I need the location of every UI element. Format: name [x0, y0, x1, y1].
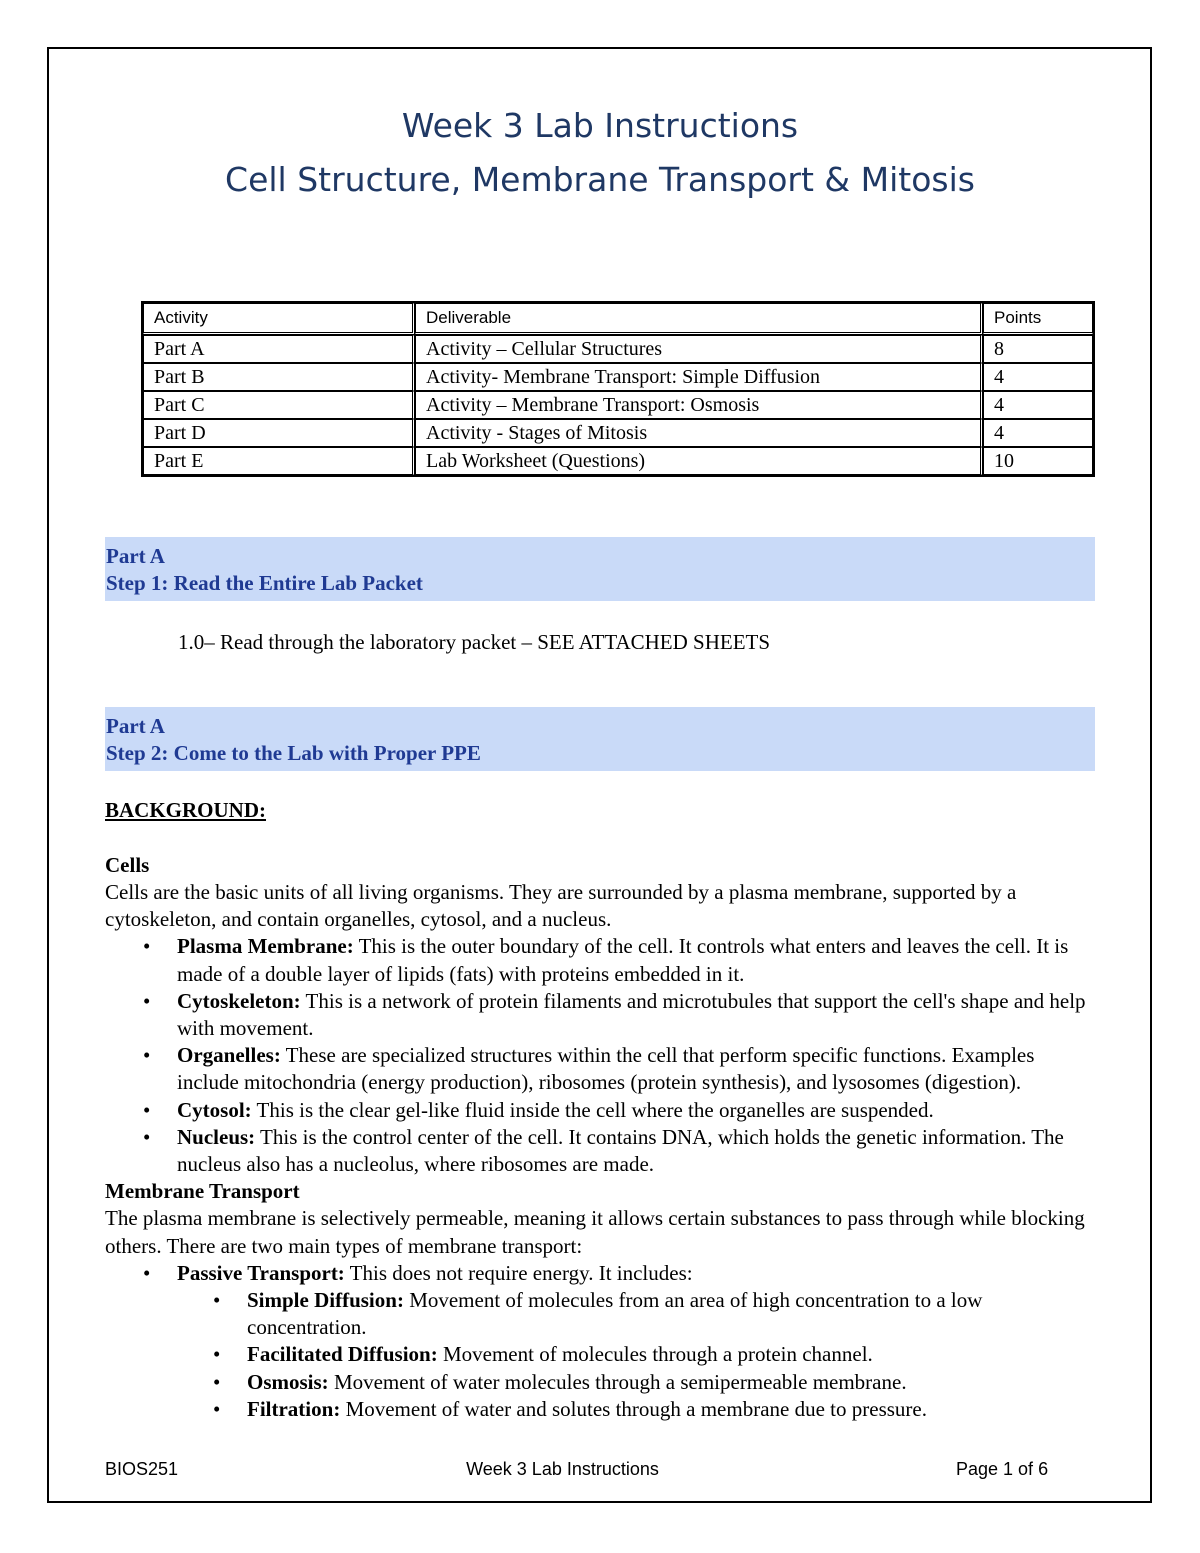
cell-deliverable: Activity- Membrane Transport: Simple Diffusion [415, 363, 983, 391]
section-step-label: Step 1: Read the Entire Lab Packet [106, 571, 423, 595]
list-item [105, 1396, 1100, 1423]
bullet: • [213, 1342, 221, 1367]
definition: These are specialized structures within the cell that perform specific functions. Examples include mitochondria (energy production), ribosomes (protein synthesis), and lysosomes (digestion). [177, 1043, 1035, 1095]
cell-deliverable: Lab Worksheet (Questions) [415, 447, 983, 475]
footer-page-number: Page 1 of 6 [956, 1459, 1049, 1479]
definition: Movement of molecules through a protein channel. [437, 1342, 873, 1367]
background-heading: BACKGROUND: [105, 798, 266, 822]
page-subtitle: Cell Structure, Membrane Transport & Mitosis [225, 160, 975, 199]
term: Filtration: [247, 1396, 341, 1421]
term: Cytoskeleton: [177, 988, 301, 1013]
bullet: • [143, 934, 151, 959]
page-title: Week 3 Lab Instructions [401, 106, 799, 145]
term: Plasma Membrane: [177, 934, 354, 959]
section-part-label: Part A [106, 544, 165, 568]
cells-list [105, 933, 1100, 1178]
table-row [143, 419, 1093, 447]
background-content [105, 879, 1100, 1423]
footer-title: Week 3 Lab Instructions [466, 1459, 659, 1479]
definition: This does not require energy. It includes: [344, 1260, 693, 1285]
cell-points: 4 [983, 419, 1093, 447]
step1-instruction: 1.0– Read through the laboratory packet – SEE ATTACHED SHEETS [178, 630, 771, 654]
list-item [105, 988, 1100, 1042]
cell-points: 4 [983, 391, 1093, 419]
term: Nucleus: [177, 1124, 256, 1149]
definition: Movement of water molecules through a semipermeable membrane. [328, 1369, 907, 1394]
table-row [143, 363, 1093, 391]
term: Simple Diffusion: [247, 1288, 404, 1313]
bullet: • [143, 1260, 151, 1285]
list-item [105, 933, 1100, 987]
membrane-transport-intro: The plasma membrane is selectively permeable, meaning it allows certain substances to pass through while blocking others. There are two main types of membrane transport: [105, 1206, 1085, 1258]
term: Osmosis: [247, 1369, 329, 1394]
definition: This is a network of protein filaments and microtubules that support the cell's shape and help with movement. [177, 988, 1086, 1041]
table-row [143, 391, 1093, 419]
bullet: • [143, 1043, 151, 1068]
list-item [105, 1287, 1100, 1341]
section-band-step2 [105, 707, 1095, 771]
cells-intro: Cells are the basic units of all living organisms. They are surrounded by a plasma membrane, supported by a cytoskeleton, and contain organelles, cytosol, and a nucleus. [105, 880, 1017, 932]
term: Organelles: [177, 1043, 281, 1068]
cell-points: 4 [983, 363, 1093, 391]
list-item [105, 1097, 1100, 1124]
bullet: • [143, 988, 151, 1013]
definition: Movement of molecules from an area of high concentration to a low concentration. [247, 1288, 983, 1340]
table-row [143, 447, 1093, 475]
list-item [105, 1369, 1100, 1396]
cell-activity: Part B [143, 363, 415, 391]
header-points: Points [983, 303, 1093, 335]
cell-deliverable: Activity - Stages of Mitosis [415, 419, 983, 447]
list-item [105, 1042, 1100, 1096]
table-header-row [143, 303, 1093, 335]
list-item [105, 1341, 1100, 1368]
definition: This is the outer boundary of the cell. It controls what enters and leaves the cell. It is made of a double layer of lipids (fats) with proteins embedded in it. [177, 934, 1069, 986]
cell-points: 8 [983, 335, 1093, 363]
bullet: • [213, 1288, 221, 1313]
header-activity: Activity [143, 303, 415, 335]
bullet: • [143, 1097, 151, 1122]
definition: This is the control center of the cell. It contains DNA, which holds the genetic information. The nucleus also has a nucleolus, where ribosomes are made. [177, 1124, 1064, 1177]
cells-heading: Cells [105, 853, 150, 877]
definition: This is the clear gel-like fluid inside the cell where the organelles are suspended. [251, 1097, 934, 1122]
list-item [105, 1124, 1100, 1178]
table-row [143, 335, 1093, 363]
list-item [105, 1260, 1100, 1287]
bullet: • [213, 1369, 221, 1394]
section-part-label: Part A [106, 714, 165, 738]
passive-transport-list [105, 1287, 1100, 1423]
footer-course-code: BIOS251 [105, 1459, 179, 1479]
bullet: • [213, 1396, 221, 1421]
deliverables-table [141, 301, 1095, 477]
cell-points: 10 [983, 447, 1093, 475]
cell-deliverable: Activity – Membrane Transport: Osmosis [415, 391, 983, 419]
term: Cytosol: [177, 1097, 252, 1122]
membrane-transport-heading: Membrane Transport [105, 1179, 300, 1204]
header-deliverable: Deliverable [415, 303, 983, 335]
term: Passive Transport: [177, 1260, 345, 1285]
section-band-step1 [105, 537, 1095, 601]
cell-activity: Part C [143, 391, 415, 419]
bullet: • [143, 1124, 151, 1149]
transport-list [105, 1260, 1100, 1287]
definition: Movement of water and solutes through a membrane due to pressure. [340, 1396, 927, 1421]
cell-activity: Part A [143, 335, 415, 363]
section-step-label: Step 2: Come to the Lab with Proper PPE [106, 741, 481, 765]
term: Facilitated Diffusion: [247, 1342, 438, 1367]
cell-activity: Part D [143, 419, 415, 447]
cell-activity: Part E [143, 447, 415, 475]
cell-deliverable: Activity – Cellular Structures [415, 335, 983, 363]
